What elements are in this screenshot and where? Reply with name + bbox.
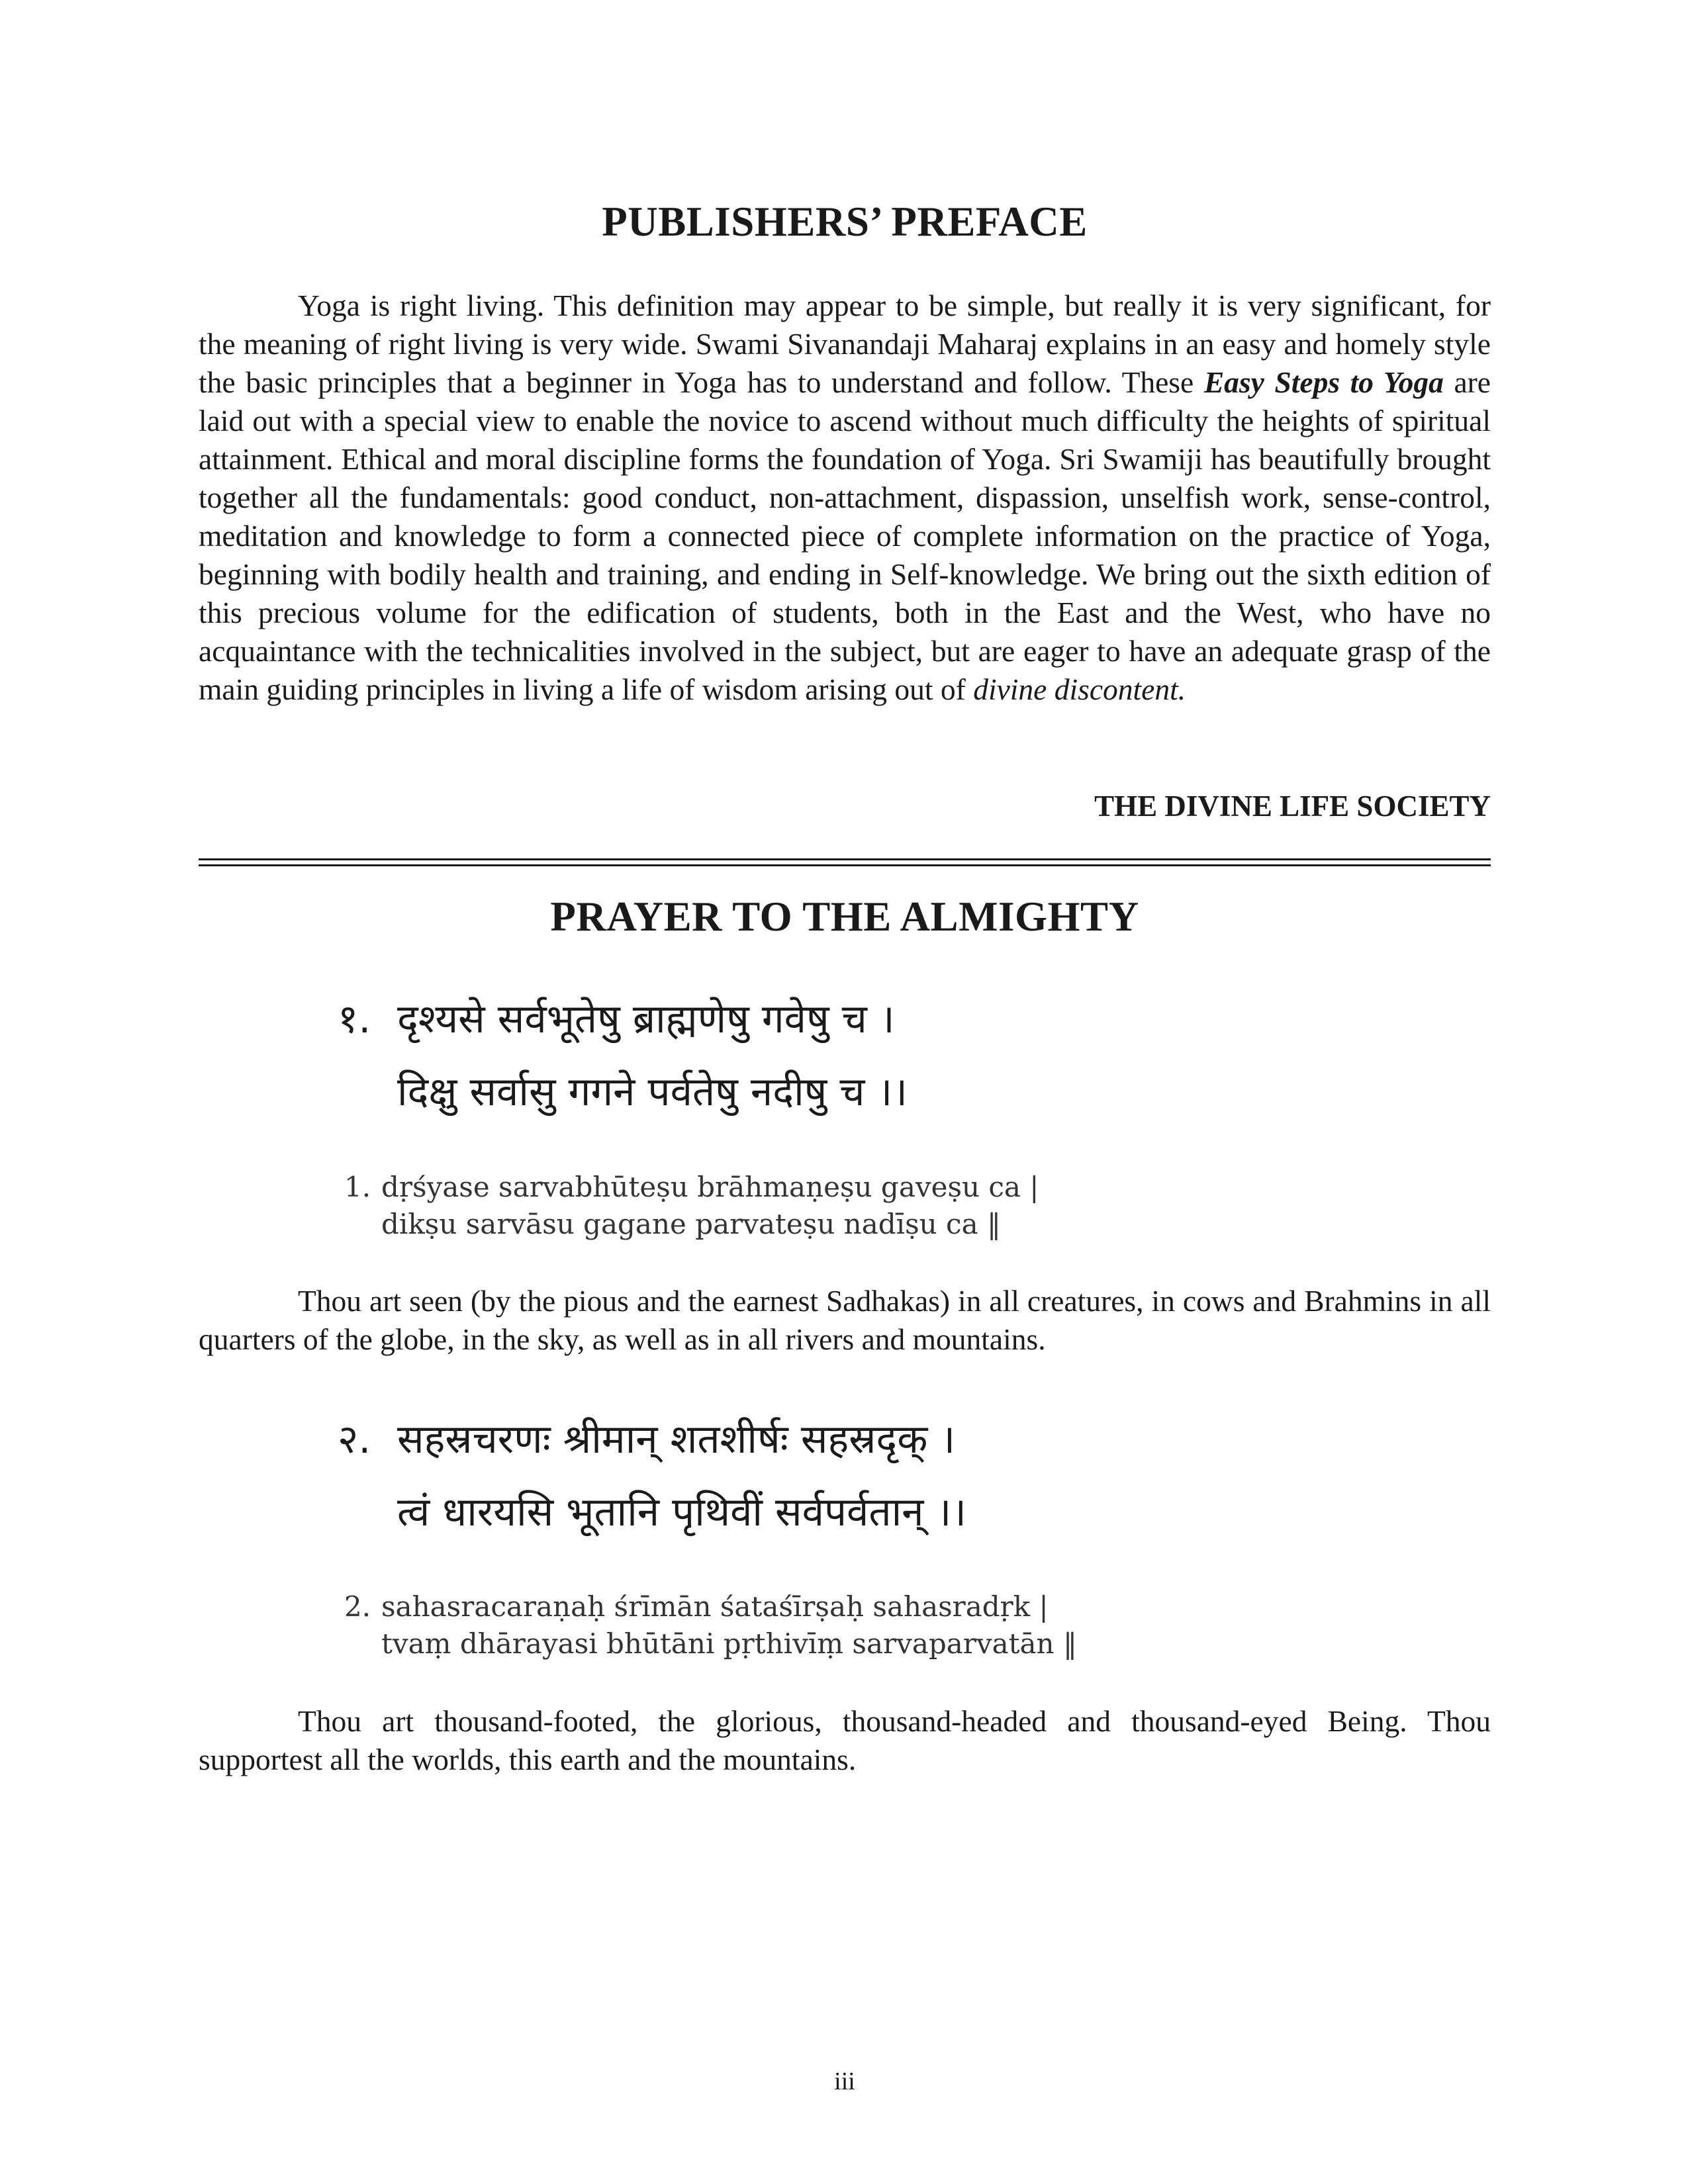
verse-2-transliteration-line-2 [344,1625,1077,1662]
verse-2-devanagari-line-2: त्वं धारयसि भूतानि पृथिवीं सर्वपर्वतान् ।। [397,1489,967,1535]
preface-signature: THE DIVINE LIFE SOCIETY [1094,790,1491,823]
document-page [199,0,1491,2184]
preface-heading: PUBLISHERS’ PREFACE [602,199,1088,245]
verse-2-transliteration-number: 2. [344,1590,371,1623]
section-divider [199,858,1491,866]
verse-2-transliteration-text-2: tvaṃ dhārayasi bhūtāni pṛthivīṃ sarvaparvatān ‖ [381,1627,1077,1660]
verse-2-transliteration-text-1: sahasracaraṇaḥ śrīmān śataśīrṣaḥ sahasradṛk | [381,1590,1049,1623]
verse-1-transliteration-text-2: dikṣu sarvāsu gagane parvateṣu nadīṣu ca ‖ [381,1208,1001,1240]
verse-2-devanagari-text-1: सहस्रचरणः श्रीमान् शतशीर्षः सहस्रदृक् । [397,1416,956,1463]
verse-1-devanagari-line-2: दिक्षु सर्वासु गगने पर्वतेषु नदीषु च ।। [397,1069,908,1115]
verse-1-transliteration-text-1: dṛśyase sarvabhūteṣu brāhmaṇeṣu gaveṣu ca | [381,1171,1039,1203]
verse-1-devanagari-line-1 [338,993,895,1046]
preface-emphasis: divine discontent. [973,672,1186,706]
verse-2-transliteration-line-1 [344,1588,1049,1625]
prayer-heading: PRAYER TO THE ALMIGHTY [550,893,1139,940]
verse-2-meaning: Thou art thousand-footed, the glorious, thousand-headed and thousand-eyed Being. Thou supportest all the worlds, this earth and the mountains. [199,1704,1491,1776]
preface-paragraph [199,287,1491,709]
book-title: Easy Steps to Yoga [1203,365,1444,399]
page-number: iii [834,2068,855,2095]
verse-2-devanagari-number: २. [338,1416,371,1463]
verse-1-devanagari-number: १. [338,996,371,1042]
verse-2-devanagari-line-1 [338,1413,955,1466]
verse-1-meaning: Thou art seen (by the pious and the earnest Sadhakas) in all creatures, in cows and Brahmins in all quarters of the globe, in the sky, as well as in all rivers and mountains. [199,1284,1491,1356]
preface-text-part1: Yoga is right living. This definition may appear to be simple, but really it is very significant, for the meaning of right living is very wide. Swami Sivanandaji Maharaj explains in an easy and homely style the basic principles that a beginner in Yoga has to understand and follow. These [199,289,1491,399]
preface-text-part2: are laid out with a special view to enable the novice to ascend without much difficulty the heights of spiritual attainment. Ethical and moral discipline forms the foundation of Yoga. Sri Swamiji has beautifully brought together all the fundamentals: good conduct, non-attachment, dispassion, unselfish work, sense-control, meditation and knowledge to form a connected piece of complete information on the practice of Yoga, beginning with bodily health and training, and ending in Self-knowledge. We bring out the sixth edition of this precious volume for the edification of students, both in the East and the West, who have no acquaintance with the technicalities involved in the subject, but are eager to have an adequate grasp of the main guiding principles in living a life of wisdom arising out of [199,365,1491,706]
verse-1-transliteration-line-2 [344,1206,1001,1243]
verse-1-transliteration-line-1 [344,1169,1039,1206]
verse-1-devanagari-text-1: दृश्यसे सर्वभूतेषु ब्राह्मणेषु गवेषु च । [397,996,895,1042]
verse-1-transliteration-number: 1. [344,1171,371,1203]
